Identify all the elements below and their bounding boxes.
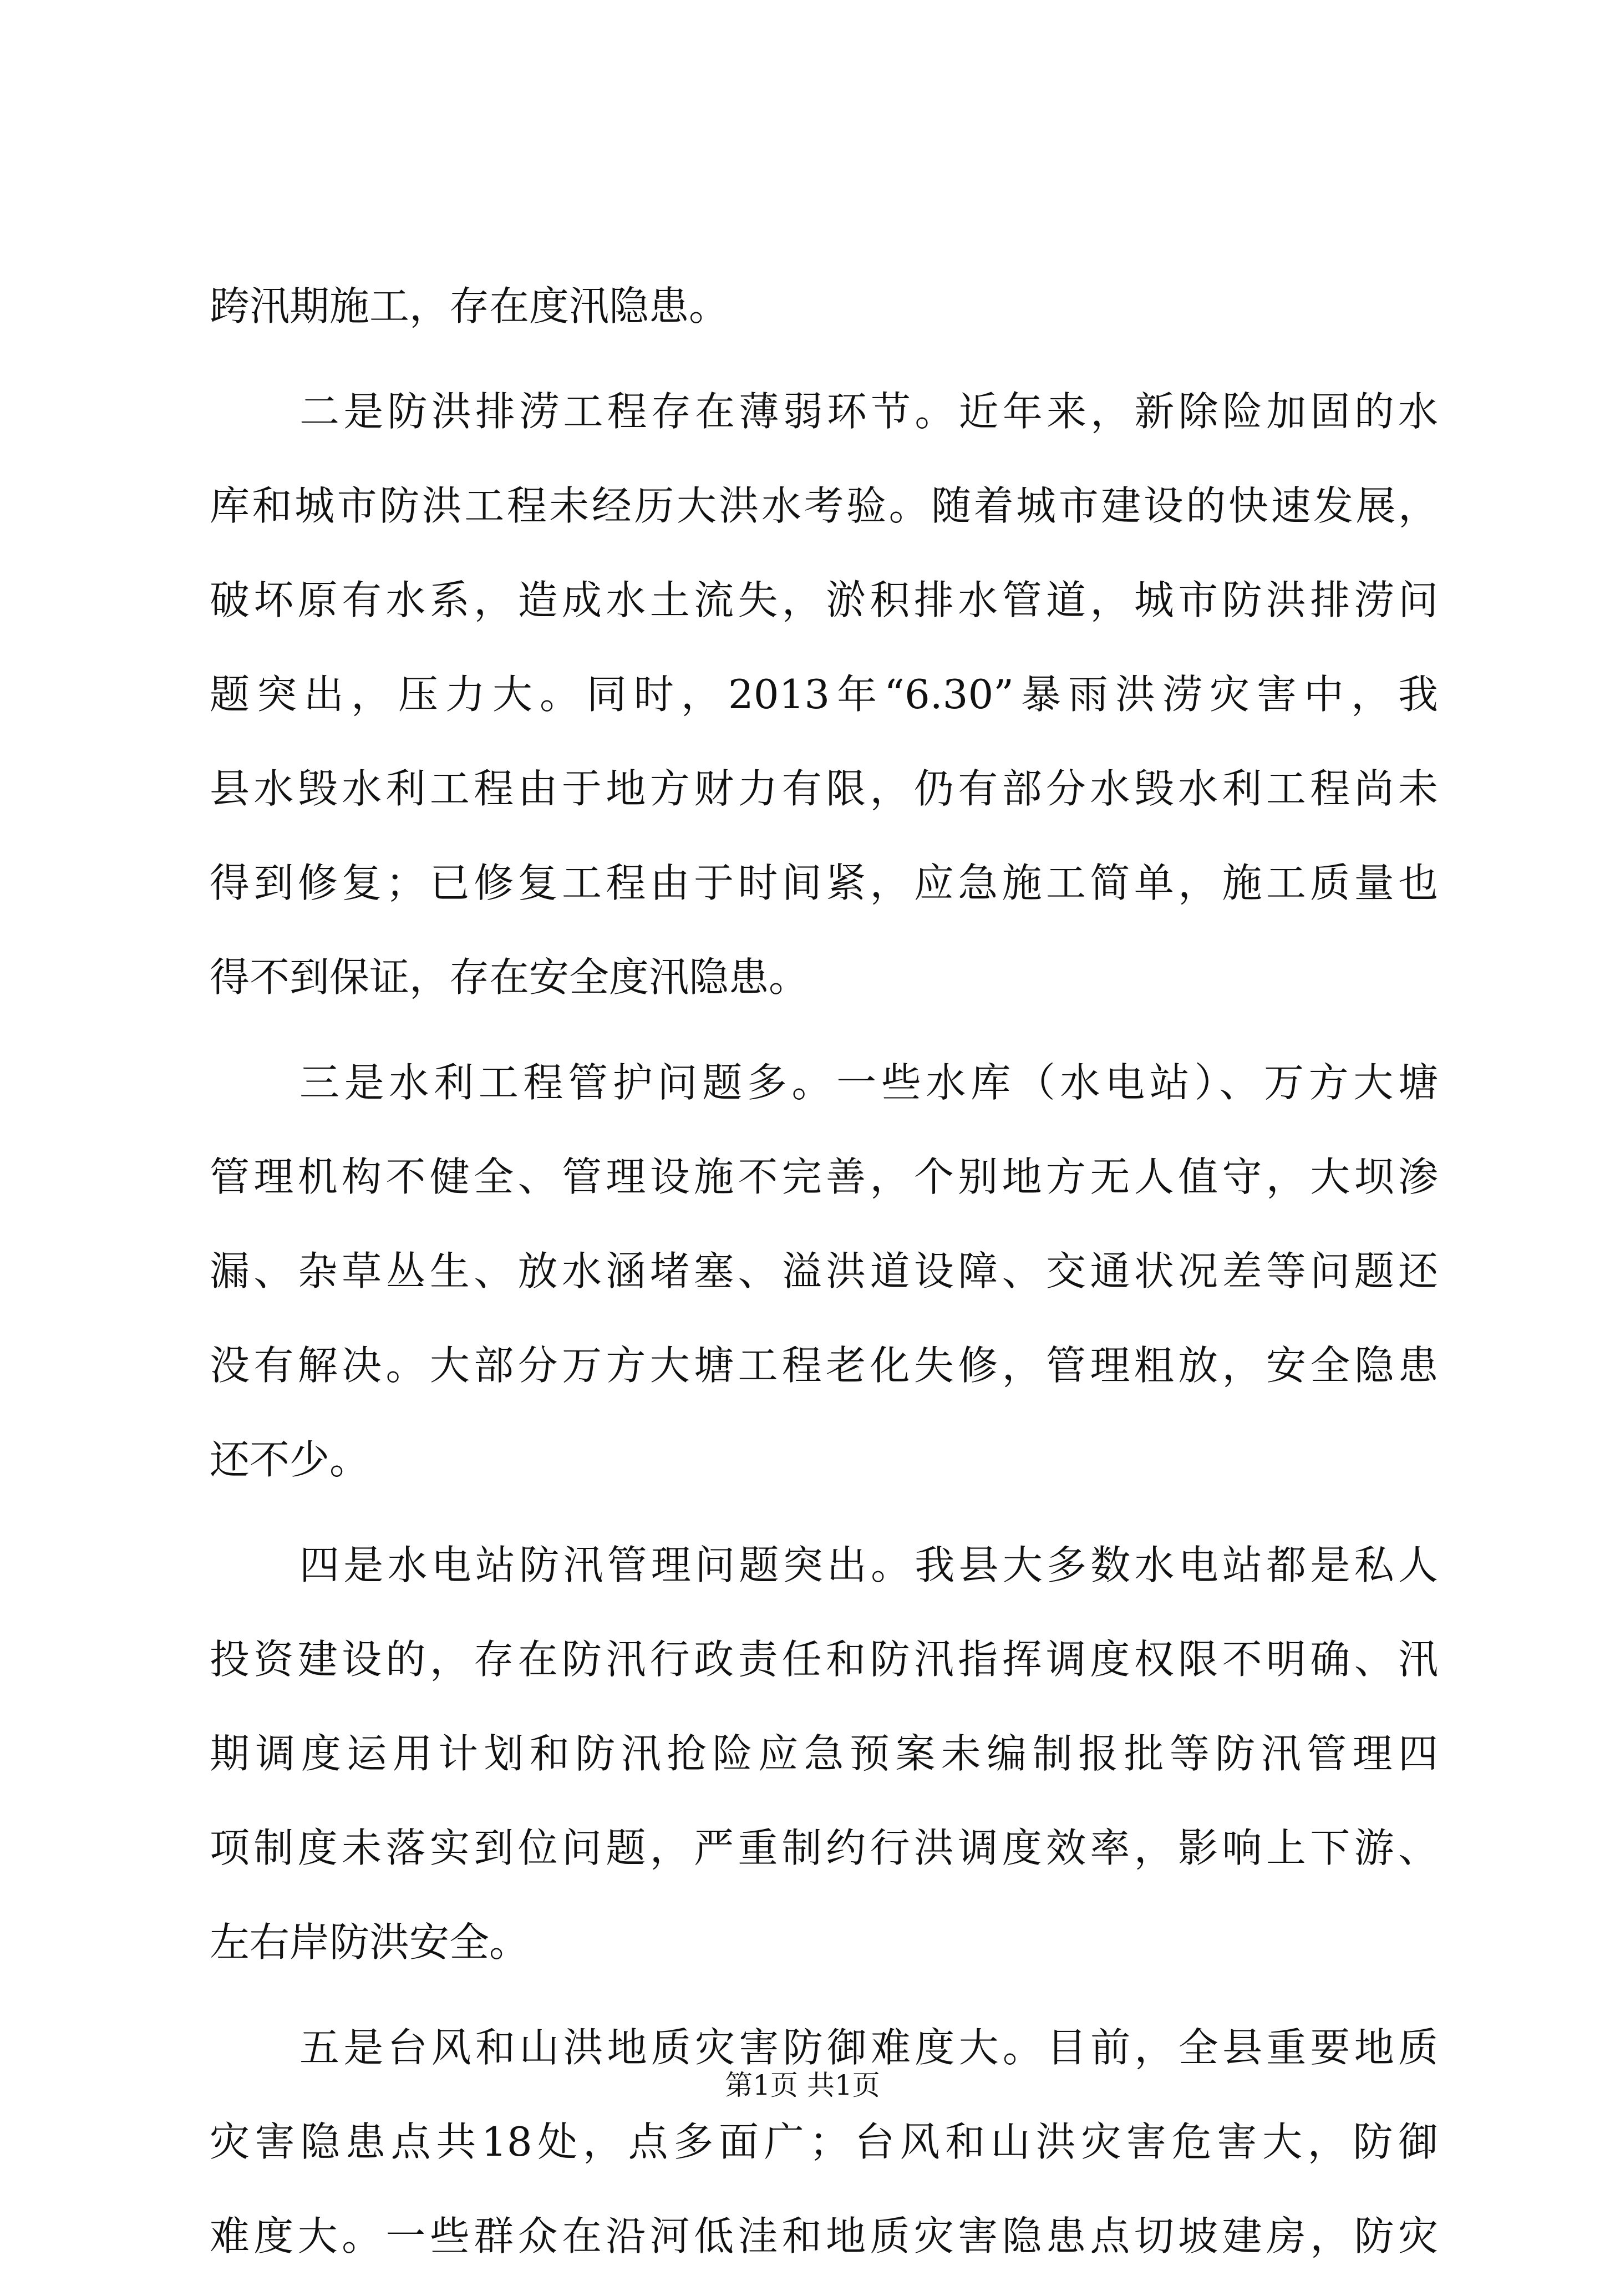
text-line: 没有解决。大部分万方大塘工程老化失修，管理粗放，安全隐患 (210, 1342, 1438, 1389)
text-line: 破坏原有水系，造成水土流失，淤积排水管道，城市防洪排涝问 (210, 577, 1438, 623)
paragraph-4-line: 四是水电站防汛管理问题突出。我县大多数水电站都是私人 (299, 1542, 1438, 1588)
paragraph-2-line: 二是防洪排涝工程存在薄弱环节。近年来，新除险加固的水 (299, 388, 1438, 435)
text-line: 项制度未落实到位问题，严重制约行洪调度效率，影响上下游、 (210, 1825, 1438, 1871)
text-line: 跨汛期施工，存在度汛隐患。 (210, 283, 729, 329)
text-line: 库和城市防洪工程未经历大洪水考验。随着城市建设的快速发展， (210, 482, 1438, 529)
text-line: 漏、杂草丛生、放水涵堵塞、溢洪道设障、交通状况差等问题还 (210, 1248, 1438, 1294)
text-line: 难度大。一些群众在沿河低洼和地质灾害隐患点切坡建房，防灾 (210, 2213, 1438, 2259)
text-line: 题突出，压力大。同时，2013年“6.30”暴雨洪涝灾害中，我 (210, 671, 1438, 718)
text-line: 左右岸防洪安全。 (210, 1919, 530, 1965)
text-line: 县水毁水利工程由于地方财力有限，仍有部分水毁水利工程尚未 (210, 765, 1438, 812)
text-line: 管理机构不健全、管理设施不完善，个别地方无人值守，大坝渗 (210, 1154, 1438, 1200)
text-line: 投资建设的，存在防汛行政责任和防汛指挥调度权限不明确、汛 (210, 1636, 1438, 1683)
text-line: 灾害隐患点共18处，点多面广；台风和山洪灾害危害大，防御 (210, 2119, 1438, 2165)
text-line: 得到修复；已修复工程由于时间紧，应急施工简单，施工质量也 (210, 860, 1438, 906)
text-line: 还不少。 (210, 1436, 370, 1483)
page-number-label: 第1页 共1页 (725, 2069, 880, 2101)
body-text (210, 272, 1438, 2296)
paragraph-5-line: 五是台风和山洪地质灾害防御难度大。目前，全县重要地质 (299, 2024, 1438, 2071)
text-line: 期调度运用计划和防汛抢险应急预案未编制报批等防汛管理四 (210, 1730, 1438, 1777)
page-footer (0, 2066, 1605, 2105)
paragraph-3-line: 三是水利工程管护问题多。一些水库（水电站）、万方大塘 (299, 1059, 1438, 1106)
text-line: 得不到保证，存在安全度汛隐患。 (210, 954, 809, 1000)
